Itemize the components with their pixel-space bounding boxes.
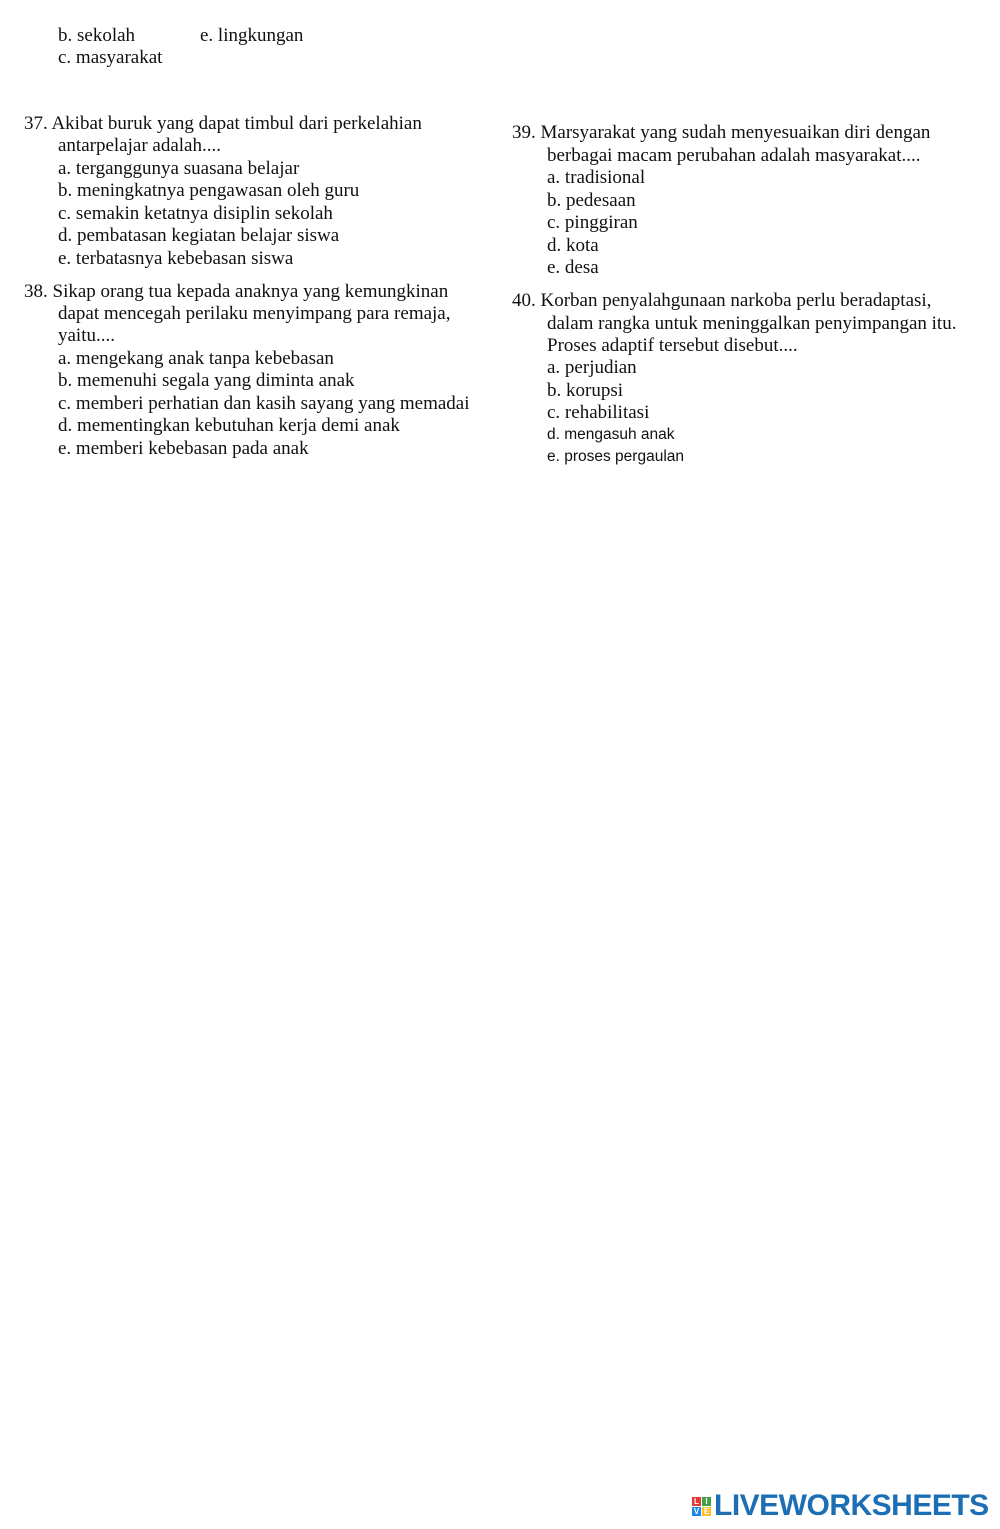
question-39-option-a: a. tradisional [547,167,646,188]
question-40-stem-line-2: dalam rangka untuk meninggalkan penyimpangan itu. [547,313,957,334]
question-38-option-d: d. mementingkan kebutuhan kerja demi anak [58,415,400,436]
liveworksheets-logo [692,1490,989,1522]
question-38-option-e: e. memberi kebebasan pada anak [58,438,309,459]
question-40-option-c: c. rehabilitasi [547,402,650,423]
question-40-option-a: a. perjudian [547,357,637,378]
question-38-stem-line-3: yaitu.... [58,325,115,346]
logo-letter-e: E [703,1506,710,1516]
liveworksheets-logo-text: LIVEWORKSHEETS [714,1489,989,1522]
liveworksheets-logo-icon [692,1497,711,1516]
question-39-option-e: e. desa [547,257,599,278]
question-39-option-b: b. pedesaan [547,190,636,211]
question-37-option-b: b. meningkatnya pengawasan oleh guru [58,180,360,201]
question-39-stem-line-2: berbagai macam perubahan adalah masyarakat.... [547,145,921,166]
logo-letter-l: L [692,1497,701,1506]
q36-option-b: b. sekolah [58,25,136,46]
question-40-stem-line-3: Proses adaptif tersebut disebut.... [547,335,798,356]
question-37-option-e: e. terbatasnya kebebasan siswa [58,248,294,269]
question-37-option-c: c. semakin ketatnya disiplin sekolah [58,203,333,224]
question-38-option-a: a. mengekang anak tanpa kebebasan [58,348,334,369]
logo-letter-v: V [693,1506,700,1516]
logo-letter-i: I [702,1497,711,1506]
question-38-stem-line-1: 38. Sikap orang tua kepada anaknya yang kemungkinan [24,281,449,302]
question-37-option-d: d. pembatasan kegiatan belajar siswa [58,225,340,246]
question-40-option-b: b. korupsi [547,380,623,401]
question-39-stem-line-1: 39. Marsyarakat yang sudah menyesuaikan diri dengan [512,122,931,143]
q36-option-c: c. masyarakat [58,47,163,68]
question-40-stem-line-1: 40. Korban penyalahgunaan narkoba perlu beradaptasi, [512,290,932,311]
question-38-option-c: c. memberi perhatian dan kasih sayang yang memadai [58,393,470,414]
question-40-option-d: d. mengasuh anak [547,426,675,443]
question-37-stem-line-1: 37. Akibat buruk yang dapat timbul dari perkelahian [24,113,422,134]
question-40-option-e: e. proses pergaulan [547,448,685,465]
q36-option-e: e. lingkungan [200,25,304,46]
question-37-option-a: a. terganggunya suasana belajar [58,158,300,179]
question-39-option-c: c. pinggiran [547,212,638,233]
question-38-stem-line-2: dapat mencegah perilaku menyimpang para remaja, [58,303,451,324]
question-37-stem-line-2: antarpelajar adalah.... [58,135,221,156]
question-39-option-d: d. kota [547,235,599,256]
question-38-option-b: b. memenuhi segala yang diminta anak [58,370,355,391]
